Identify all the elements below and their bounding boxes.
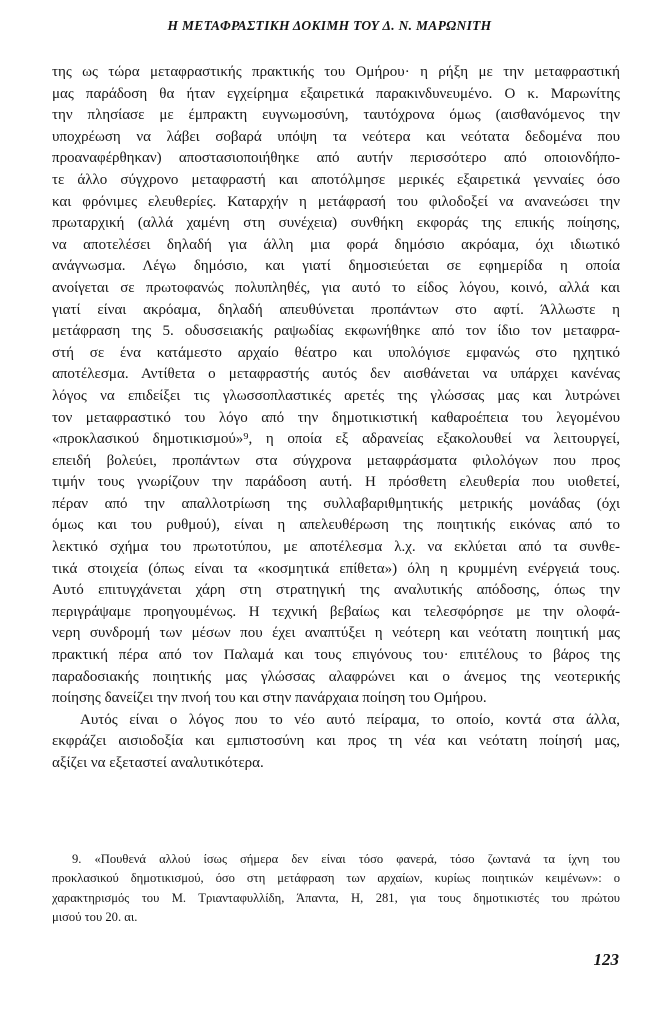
text-line: νερη συνδρομή των μέσων που έχει αναπτύξει η νεότερη και νεότατη ποιητική μας [52,625,620,642]
text-line: της ως τώρα μεταφραστικής πρακτικής του Ομήρου· η ρήξη με την μεταφραστική [52,64,620,80]
text-line: ανοίγεται σε πρωτοφανώς πολυπληθές, για αυτό το είδος λόγου, κοινό, αλλά και [52,279,620,296]
text-line: πρωταρχική (αλλά χαμένη στη συνέχεια) συνθήκη εκφοράς της επικής ποίησης, [52,215,620,232]
text-line: στή σε ένα κατάμεστο αρχαίο θέατρο και υπολόγισε εμφανώς στο ηχητικό [52,344,620,361]
footnote-line: προκλασικού δημοτικισμού, όσο στη μετάφραση των αρχαίων, κυρίως ποιητικών κειμένων»: ο [52,871,620,886]
text-line: μετάφραση της 5. οδυσσειακής ραψωδίας εκφωνήθηκε από τον ίδιο τον μεταφρα- [52,323,620,340]
text-line: και φρόνιμες ελευθερίες. Καταρχήν η μετάφρασή του φιλοδοξεί να ανανεώσει την [52,193,620,210]
footnote-line: μισού του 20. αι. [52,910,138,925]
text-line: πρακτική πέρα από τον Παλαμά και τους επιγόνους του· επιτέλους το βάρος της [52,647,620,664]
text-line: υποχρέωση να λάβει σοβαρά υπόψη τα νεότερα και νεότατα δεδομένα που [52,128,620,145]
footnote-line: χαρακτηρισμός του Μ. Τριανταφυλλίδη, Άπαντα, Η, 281, για τους δημοτικιστές του πρώτου [52,890,620,905]
text-line: παραδοσιακής ποιητικής μας γλώσσας αλαφρώνει και ο άνεμος της νεοτερικής [52,668,620,685]
text-line: πέραν από την απαλλοτρίωση της συλλαβαριθμητικής μετρικής μονάδας (όχι [52,495,620,512]
text-line: ανάγνωσμα. Λέγω δημόσιο, και γιατί δημοσιεύεται σε εφημερίδα η οποία [52,258,620,275]
text-line: προαναφέρθηκαν) αποστασιοποιήθηκε από αυτήν περισσότερο από οποιονδήπο- [52,150,620,167]
text-line: την πλησίασε με έμπρακτη ευγνωμοσύνη, ταυτόχρονα όμως (αισθανόμενος την [52,107,620,124]
text-line: λόγος να επιδείξει τις γλωσσοπλαστικές αρετές της γλώσσας μας και λυτρώνει [52,387,620,404]
text-line: αποτέλεσμα. Αντίθετα ο μεταφραστής αυτός δεν αισθάνεται να υπάρχει κανένας [52,366,620,383]
page-number: 123 [593,950,619,969]
text-line: όμως και του ρυθμού), είναι η απελευθέρωση της ποιητικής εικόνας από το [52,517,620,534]
text-line: τε άλλο σύγχρονο μεταφραστή και αποτόλμησε μερικές εξαιρετικά γενναίες όσο [52,171,620,188]
footnote-9 [52,850,620,928]
text-line: Αυτός είναι ο λόγος που το νέο αυτό πείραμα, το οποίο, κοντά στα άλλα, [80,711,620,728]
text-line: περιγράψαμε προηγουμένως. Η τεχνική βεβαίως και τελεσφόρησε με την ολοφά- [52,603,620,620]
paragraph-2 [52,710,620,775]
paragraph-1 [52,62,620,710]
text-line: τον μεταφραστικό του λόγο από την δημοτικιστική καθαροέπεια του λεγομένου [52,409,620,426]
text-line: ποίησης δανείζει την πνοή του και στην πανάρχαια ποίηση του Ομήρου. [52,690,487,707]
text-line: γιατί είναι ακρόαμα, δηλαδή απευθύνεται προπάντων στο αφτί. Άλλωστε η [52,301,620,318]
text-line: να αποτελέσει δηλαδή για άλλη μια φορά δημόσιο ακρόαμα, όχι ιδιωτικό [52,236,620,253]
text-line: «προκλασικού δημοτικισμού»⁹, η οποία εξ αδρανείας εξακολουθεί να λειτουργεί, [52,431,620,448]
running-head: Η ΜΕΤΑΦΡΑΣΤΙΚΗ ΔΟΚΙΜΗ ΤΟΥ Δ. Ν. ΜΑΡΩΝΙΤΗ [167,18,492,33]
text-line: Αυτό επιτυγχάνεται χάρη στη στρατηγική της αναλυτικής απόδοσης, όπως την [52,582,620,599]
body-text [52,62,620,775]
text-line: λεκτικό σχήμα του πρωτοτύπου, με αποτέλεσμα λ.χ. να εκλύεται από τα συνθε- [52,539,620,556]
text-line: επειδή βολεύει, προπάντων στα σύγχρονα μεταφράσματα φιλολόγων που προς [52,452,620,469]
text-line: τικά στοιχεία (όπως είναι τα «κοσμητικά επίθετα») όλη η κρυμμένη ενέργειά τους. [52,560,620,577]
text-line: εκφράζει αισιοδοξία και εμπιστοσύνη και προς τη νέα και νεότατη ποίησή μας, [52,733,620,750]
text-line: μας παράδοση θα ήταν εγχείρημα εξαιρετικά παρακινδυνευμένο. Ο κ. Μαρωνίτης [52,85,620,102]
text-line: αξίζει να εξεταστεί αναλυτικότερα. [52,755,264,771]
text-line: τιμήν τους γνωρίζουν την παράδοση αυτή. Η πρόσθετη ελευθερία που υιοθετεί, [52,474,620,491]
footnote-line: 9. «Πουθενά αλλού ίσως σήμερα δεν είναι τόσο φανερά, τόσο ζωντανά τα ίχνη του [72,852,620,866]
